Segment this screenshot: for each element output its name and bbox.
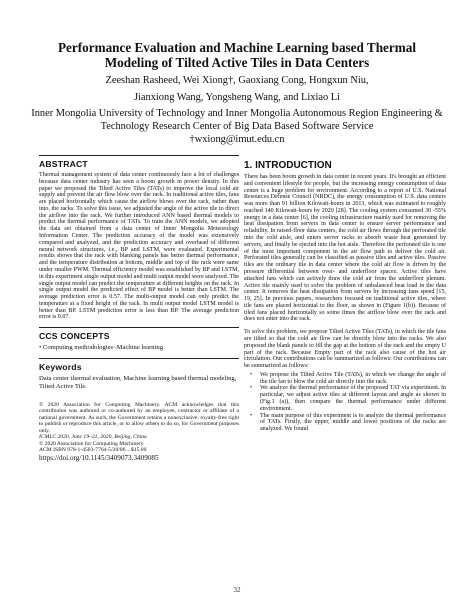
left-column [39,155,239,462]
doi-link[interactable]: https://doi.org/10.1145/3409073.3409085 [39,453,159,462]
keywords-rule [39,358,239,359]
keywords-text: Data center thermal evaluation, Machine learning based thermal modeling, Tilted Active Tile. [39,375,237,391]
corresponding-email: †wxiong@imut.edu.cn [189,134,285,145]
contribution-text: The main purpose of this experiment is to analyze the thermal performance of TATs. Firstly, the upper, middle and lower positions of the racks are analyzed. We found [260,412,446,433]
page-number: 32 [233,586,241,594]
introduction-paragraph-1: There has been boom growth in data center in recent years. It's brought an efficient and convenient lifestyle for people, but the increasing energy consumption of data center is a huge problem for environment. According to a report of U.S. National Resources Defense Council (NRDC), the energy consumption of U.S. data centers was more than 91 billion Kilowatt-hours in 2013, which was estimated to roughly reached 140 Kilowatt-hours by 2020 [28]. The cooling system consumed 30 -55% energy in a data center [6], the cooling infrastructure mainly used for removing the heat dissipation from servers in data center to ensure server performance and reliability. In raised-floor data centers, the cold air flows through the perforated tile into the cold aisle, and enters server racks to absorb waste heat generated by servers, and finally be ejected into the hot aisle. Therefore the perforated tile is one of the most important component in the air flow path to deliver the cold air. Perforated tiles generally can be classified as passive tiles and active tiles. Passive tiles are the ordinary tile in data center where the cold air flow is driven by the pressure differential between over- and underfloor spaces. Active tiles have attached fans which can actively draw the cold air from the underfloor plenum. Active tile mainly used to solve the problem of unbalanced heat load in the data center. It removes the heat dissipation from servers by increasing fans speed [15, 19, 25]. In previous papers, researchers focused on traditional active tiles, where tile fans are placed horizontal to the floor, as shown in (Figure 1(b)). Because of tiled fans placed horizontally so some times the airflow blow over the rack and does not enter into the rack. [244,174,446,323]
title-line-2: Modeling of Tilted Active Tiles in Data Centers [104,55,370,70]
keywords-heading: Keywords [39,362,82,373]
title-line-1: Performance Evaluation and Machine Learning based Thermal [57,40,416,55]
introduction-heading: 1. INTRODUCTION [244,160,332,171]
ccs-section [39,327,239,352]
abstract-text: Thermal management system of data center continuously face a lot of challenges because data center industry has seen a boom growth in power density. In this paper we proposed the Tilted Active Tiles (TATs) to improve the local cold air supply and prevent the air flow blow over the rack. In traditional active tiles, fans are placed horizontally which cause the airflow blows over the rack, rather than into, the racks. To solve this issue, we adjusted the angle of the active tile to direct the airflow into the rack. We further introduced ANN based thermal models to predict the thermal performance of TATs. To train the ANN models, we adopted the data set obtained from a data center of Inner Mongolia Meteorology Information Center. The prediction accuracy of the model was extensively compared and analyzed, and the prediction accuracy and overhead of different neural network structures, i.e., BP and LSTM, were evaluated. Experimental results shows that the rack with blanking panels has better thermal performance, and the temperature distribution at bottom, middle and top of the rack were same under smaller PWM. Thermal efficiency model was established by BP and LSTM, in this experiment single output model and multi output model were analyzed. The single output model can predict the temperature at different heights on the rack. In single output model the predicted effect of BP model is better than LSTM. The average prediction error is 0.57. The multi-output model can only predict the temperature at a fixed height of the rack. In multi output model LSTM model is better than BP. LSTM prediction error is less than BP. The average prediction error is 0.07. [39,172,239,321]
list-item [250,412,446,433]
contribution-list [244,372,446,433]
ccs-rule [39,327,239,328]
author-list [20,72,454,106]
venue-line: ICMLC 2020, June 19–21, 2020, Beijing, China [39,434,147,441]
copyright-block [39,402,239,463]
ccs-heading: CCS CONCEPTS [39,331,110,342]
introduction-paragraph-2: To solve this problem, we propose Tilted Active Tiles (TATs), in which the tile fans are tilted so that the cold air flow can be directly blow into the racks. We also proposed the blank panels to fill the gap at the bottom of the rack and the empty U part of the rack. Because Empty part of the rack also cause of the hot air circulation. Our contributions can be summarized as follows: Our contributions can be summarized as follows: [244,329,447,370]
author-line-2: Jianxiong Wang, Yongsheng Wang, and Lixiao Li [133,92,341,103]
bullet-icon: • [250,412,253,419]
abstract-heading: ABSTRACT [39,159,88,169]
acm-line: © 2020 Association for Computing Machinery. [39,440,145,447]
affiliation-line-1: Inner Mongolia University of Technology and Inner Mongolia Autonomous Region Engineering & [31,108,443,119]
abstract-rule [39,155,239,156]
affiliation-line-2: Technology Research Center of Big Data Based Software Service [100,120,374,132]
copyright-text: © 2020 Association for Computing Machinery. ACM acknowledges that this contribution was authored or co-authored by an employee, contractor or affiliate of a national government. As such, the Government retains a nonexclusive, royalty-free right to publish or reproduce this article, or to allow others to do so, for Government purposes only. [39,401,239,434]
paper-title [20,40,454,70]
bullet-icon: • [250,371,253,378]
list-item [250,385,446,412]
contribution-text: We analyze the thermal performance of the proposed TAT via experiment. In particular, we adjust active tiles at different layout and angle as shown in (Fig.1 (a)), then compare the thermal performance under different environment. [260,385,446,412]
list-item [250,371,446,386]
bullet-icon: • [250,385,253,392]
contribution-text: We propose the Tilted Active Tile (TATs), in which we change the angle of the tile fan to blow the cold air directly into the rack. [260,371,446,385]
right-column [244,155,446,433]
author-line-1: Zeeshan Rasheed, Wei Xiong†, Gaoxiang Cong, Hongxun Niu, [105,75,369,86]
affiliation [20,108,454,133]
isbn-line: ACM ISBN 978-1-4503-7764-5/20/06…$15.00 [39,447,147,454]
keywords-section [39,358,239,391]
ccs-item: • Computing methodologies~Machine learning [39,344,163,352]
